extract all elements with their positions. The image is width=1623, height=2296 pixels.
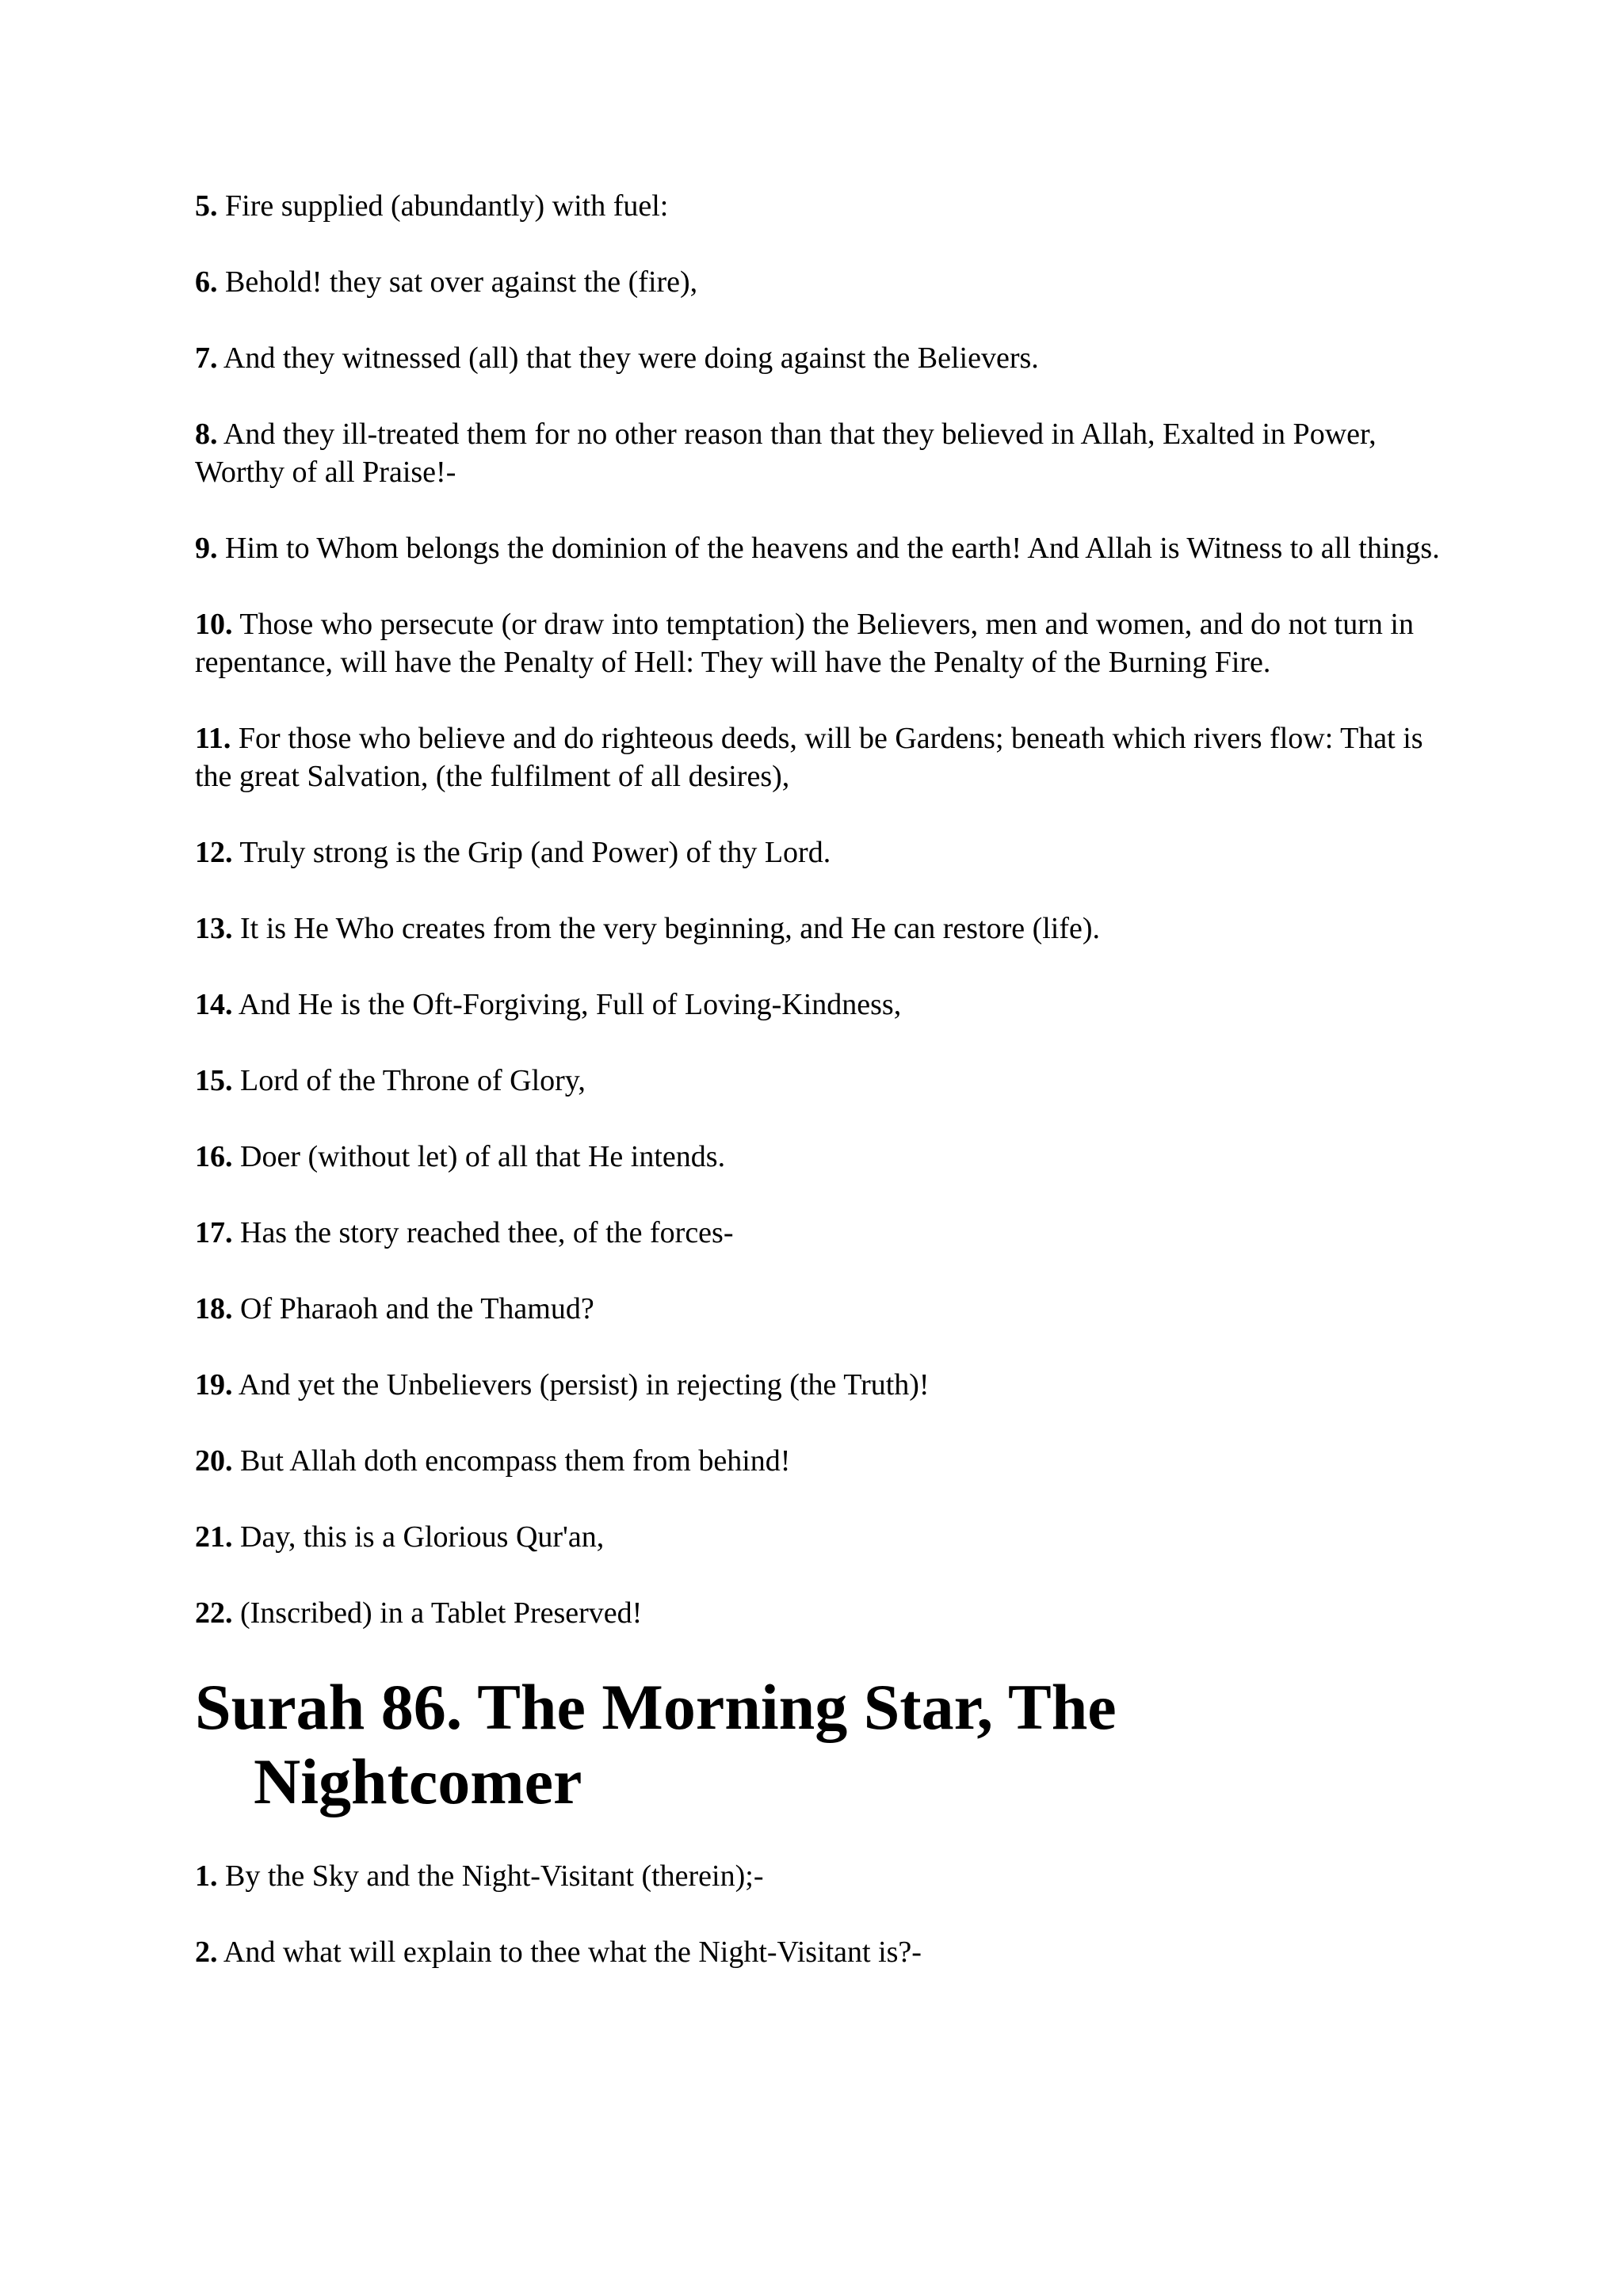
- verse: [195, 1290, 1447, 1328]
- verse-number: 1.: [195, 1859, 218, 1893]
- verse-number: 5.: [195, 189, 218, 223]
- verse-text: By the Sky and the Night-Visitant (therein);-: [225, 1859, 764, 1893]
- verse-number: 18.: [195, 1292, 233, 1325]
- surah-title: Surah 86. The Morning Star, The Nightcomer: [195, 1671, 1117, 1817]
- verse: [195, 339, 1447, 377]
- verse-list-surah-86: [195, 1857, 1447, 1971]
- verse-text: Has the story reached thee, of the forces-: [240, 1216, 734, 1249]
- verse-text: It is He Who creates from the very beginning, and He can restore (life).: [240, 912, 1101, 945]
- verse: [195, 719, 1447, 795]
- verse: [195, 415, 1447, 491]
- verse-number: 7.: [195, 341, 218, 375]
- verse-text: And what will explain to thee what the Night-Visitant is?-: [223, 1936, 922, 1969]
- verse: [195, 1933, 1447, 1971]
- verse-list-surah-85: [195, 187, 1447, 1632]
- verse-number: 13.: [195, 912, 233, 945]
- verse-number: 9.: [195, 532, 218, 565]
- verse-text: Day, this is a Glorious Qur'an,: [240, 1520, 605, 1554]
- document-page: [195, 187, 1447, 2009]
- verse-text: Lord of the Throne of Glory,: [240, 1064, 586, 1097]
- verse-text: (Inscribed) in a Tablet Preserved!: [240, 1596, 643, 1630]
- verse-text: Doer (without let) of all that He intends.: [240, 1140, 726, 1173]
- verse-text: Of Pharaoh and the Thamud?: [240, 1292, 594, 1325]
- verse-number: 21.: [195, 1520, 233, 1554]
- verse-number: 10.: [195, 608, 233, 641]
- verse-number: 2.: [195, 1936, 218, 1969]
- verse-text: And He is the Oft-Forgiving, Full of Loving-Kindness,: [238, 988, 902, 1021]
- verse: [195, 1857, 1447, 1895]
- verse-text: Fire supplied (abundantly) with fuel:: [225, 189, 669, 223]
- verse-text: And yet the Unbelievers (persist) in rejecting (the Truth)!: [238, 1368, 930, 1402]
- verse: [195, 1518, 1447, 1556]
- verse: [195, 1214, 1447, 1252]
- verse-text: And they witnessed (all) that they were doing against the Believers.: [223, 341, 1039, 375]
- verse: [195, 833, 1447, 871]
- verse-text: And they ill-treated them for no other reason than that they believed in Allah, Exalted in Power, Worthy of all Praise!-: [195, 418, 1377, 489]
- verse: [195, 529, 1447, 567]
- verse-number: 22.: [195, 1596, 233, 1630]
- verse-text: For those who believe and do righteous deeds, will be Gardens; beneath which rivers flow: That is the great Salvation, (the fulfilment of all desires),: [195, 722, 1423, 793]
- verse-text: But Allah doth encompass them from behind!: [240, 1444, 791, 1478]
- verse: [195, 605, 1447, 681]
- verse-text: Behold! they sat over against the (fire),: [225, 265, 698, 299]
- verse: [195, 1366, 1447, 1404]
- verse-number: 16.: [195, 1140, 233, 1173]
- verse-number: 14.: [195, 988, 233, 1021]
- verse-number: 6.: [195, 265, 218, 299]
- verse-number: 17.: [195, 1216, 233, 1249]
- verse: [195, 187, 1447, 225]
- verse: [195, 1062, 1447, 1100]
- verse-number: 8.: [195, 418, 218, 451]
- verse: [195, 1442, 1447, 1480]
- verse: [195, 1138, 1447, 1176]
- verse-text: Truly strong is the Grip (and Power) of thy Lord.: [239, 836, 831, 869]
- verse: [195, 1594, 1447, 1632]
- verse-number: 15.: [195, 1064, 233, 1097]
- verse: [195, 910, 1447, 948]
- verse: [195, 263, 1447, 301]
- verse-text: Those who persecute (or draw into temptation) the Believers, men and women, and do not turn in repentance, will have the Penalty of Hell: They will have the Penalty of the Burning Fire.: [195, 608, 1414, 679]
- verse-text: Him to Whom belongs the dominion of the heavens and the earth! And Allah is Witness to all things.: [225, 532, 1440, 565]
- verse-number: 19.: [195, 1368, 233, 1402]
- verse: [195, 986, 1447, 1024]
- verse-number: 20.: [195, 1444, 233, 1478]
- verse-number: 11.: [195, 722, 231, 755]
- verse-number: 12.: [195, 836, 233, 869]
